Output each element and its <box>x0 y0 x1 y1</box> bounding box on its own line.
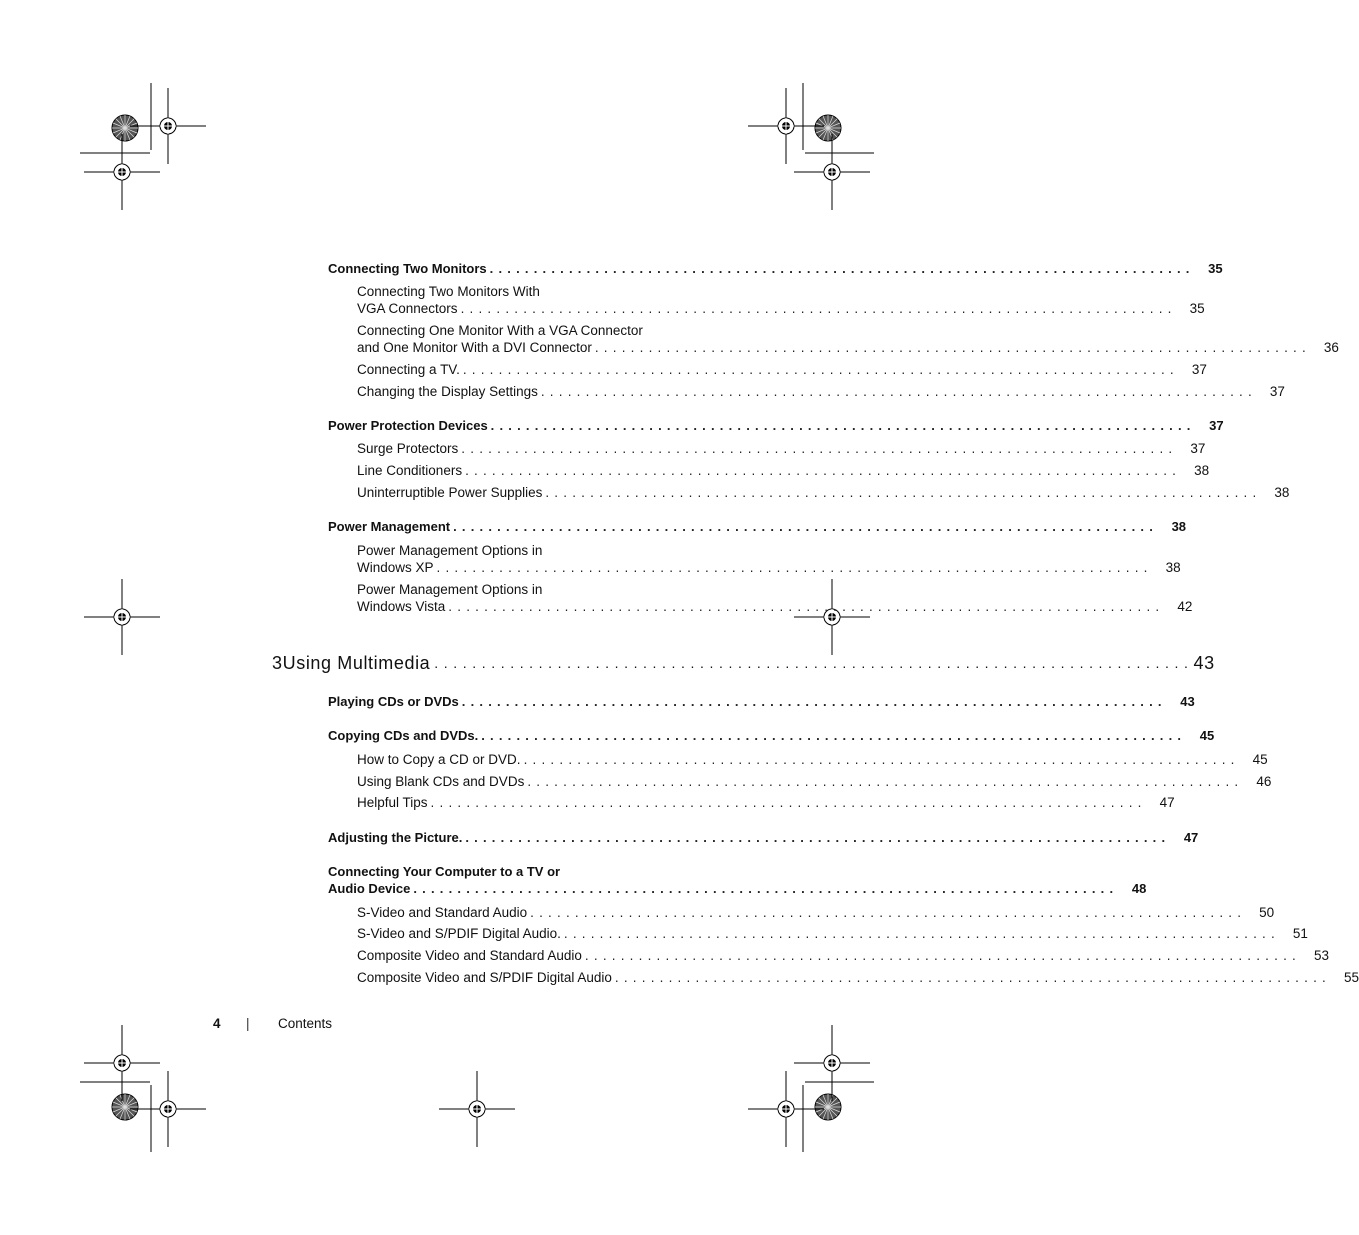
toc-entry[interactable]: Composite Video and Standard Audio ................................................................................ 53 <box>357 948 1329 963</box>
chapter-title: Using Multimedia <box>282 653 431 673</box>
toc-entry[interactable]: S-Video and S/PDIF Digital Audio. ................................................................................ 51 <box>357 926 1308 941</box>
toc-entry-first-line: Power Management Options in <box>357 543 543 558</box>
footer-separator: | <box>246 1016 250 1031</box>
toc-chapter-heading[interactable] <box>272 652 1215 674</box>
toc-entry[interactable]: Line Conditioners ................................................................................ 38 <box>357 463 1210 478</box>
toc-entry[interactable]: Helpful Tips ................................................................................ 47 <box>357 795 1175 810</box>
toc-section-connecting-two-monitors[interactable] <box>328 260 1223 277</box>
dot-leader: ................................................................................ <box>453 519 1159 534</box>
dot-leader: ................................................................................ <box>489 261 1195 276</box>
dot-leader: ................................................................................ <box>563 926 1280 941</box>
dot-leader: ................................................................................ <box>490 418 1196 433</box>
toc-entry-first-line: Power Management Options in <box>357 582 543 597</box>
toc-entry[interactable]: Surge Protectors ................................................................................ 37 <box>357 441 1206 456</box>
dot-leader: ................................................................................ <box>584 948 1301 963</box>
dot-leader: ................................................................................ <box>460 301 1177 316</box>
toc-section-connecting-tv-audio[interactable]: Audio Device ................................................................................ 48 <box>328 881 1147 896</box>
dot-leader: ................................................................................ <box>436 560 1153 575</box>
toc-section-copying-cds[interactable]: Copying CDs and DVDs. ................................................................................ 45 <box>328 728 1215 743</box>
toc-section-adjusting-picture[interactable]: Adjusting the Picture. ................................................................................ 47 <box>328 830 1199 845</box>
toc-entry[interactable]: Using Blank CDs and DVDs ................................................................................ 46 <box>357 774 1272 789</box>
dot-leader: ................................................................................ <box>530 905 1247 920</box>
dot-leader: ................................................................................ <box>462 362 1179 377</box>
dot-leader: ................................................................................ <box>461 441 1178 456</box>
toc-entry[interactable]: Connecting a TV. ................................................................................ 37 <box>357 362 1207 377</box>
toc-entry[interactable]: and One Monitor With a DVI Connector ................................................................................ 36 <box>357 340 1339 355</box>
dot-leader: ................................................................................ <box>527 774 1244 789</box>
chapter-page-number: 43 <box>1193 653 1215 673</box>
toc-section-power-protection-devices[interactable]: Power Protection Devices ................................................................................ 37 <box>328 418 1224 433</box>
toc-entry-title: Connecting Two Monitors <box>328 261 487 276</box>
chapter-number: 3 <box>272 653 283 673</box>
toc-entry-first-line: Connecting One Monitor With a VGA Connector <box>357 323 643 338</box>
dot-leader: ................................................................................ <box>481 728 1187 743</box>
dot-leader: ................................................................................ <box>523 752 1240 767</box>
toc-entry[interactable]: Changing the Display Settings ................................................................................ 37 <box>357 384 1285 399</box>
dot-leader: ................................................................................ <box>545 485 1262 500</box>
dot-leader: ................................................................................ <box>614 970 1331 985</box>
toc-section-playing-cds[interactable]: Playing CDs or DVDs ................................................................................ 43 <box>328 694 1195 709</box>
toc-entry[interactable]: Windows Vista ................................................................................ 42 <box>357 599 1193 614</box>
dot-leader: ................................................................................ <box>430 795 1147 810</box>
dot-leader: ................................................................................ <box>465 463 1182 478</box>
dot-leader: ................................................................................ <box>540 384 1257 399</box>
toc-page-number: 35 <box>1208 261 1223 276</box>
toc-entry[interactable]: Uninterruptible Power Supplies ................................................................................ 38 <box>357 485 1290 500</box>
toc-entry-first-line: Connecting Two Monitors With <box>357 284 540 299</box>
toc-section-power-management[interactable]: Power Management ................................................................................ 38 <box>328 519 1187 534</box>
footer-label: Contents <box>278 1016 333 1031</box>
dot-leader: ................................................................................ <box>448 599 1165 614</box>
footer-page-number: 4 <box>213 1016 221 1031</box>
dot-leader: ................................................................................ <box>461 694 1167 709</box>
dot-leader: ................................................................................ <box>465 830 1171 845</box>
toc-entry[interactable]: How to Copy a CD or DVD. ................................................................................ 45 <box>357 752 1268 767</box>
toc-section-first-line: Connecting Your Computer to a TV or <box>328 864 561 879</box>
dot-leader: ................................................................................ <box>413 881 1119 896</box>
dot-leader: ................................................................................ <box>594 340 1311 355</box>
toc-entry[interactable]: Composite Video and S/PDIF Digital Audio ................................................................................ 55 <box>357 970 1359 985</box>
toc-entry[interactable]: Windows XP ................................................................................ 38 <box>357 560 1181 575</box>
toc-entry[interactable]: S-Video and Standard Audio ................................................................................ 50 <box>357 905 1275 920</box>
toc-entry[interactable]: VGA Connectors ................................................................................ 35 <box>357 301 1205 316</box>
dot-leader: ................................................................................ <box>434 655 1194 671</box>
